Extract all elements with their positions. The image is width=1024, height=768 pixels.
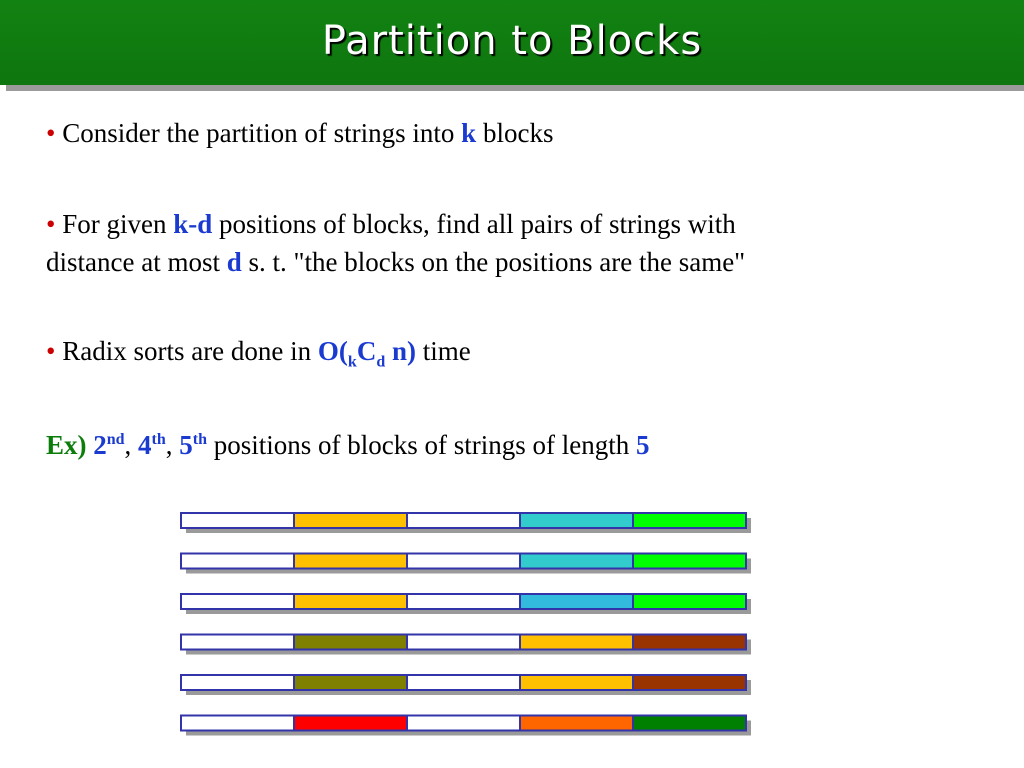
string-block xyxy=(294,594,407,609)
formula-sub-d: d xyxy=(376,353,386,371)
example-label: Ex) xyxy=(46,430,87,460)
bullet-1-post: blocks xyxy=(482,118,554,148)
string-block xyxy=(633,554,746,569)
string-block xyxy=(520,594,633,609)
formula-sub-k: k xyxy=(347,353,357,371)
example-sep-1: , xyxy=(124,430,132,460)
formula-n-close: n) xyxy=(391,336,416,366)
string-block xyxy=(407,594,520,609)
string-block xyxy=(181,675,294,690)
bullet-dot: • xyxy=(46,336,56,366)
string-block xyxy=(633,594,746,609)
string-block xyxy=(181,635,294,650)
string-block xyxy=(407,635,520,650)
formula-o-open: O( xyxy=(317,336,348,366)
string-row xyxy=(181,635,751,655)
string-row xyxy=(181,513,751,533)
string-row xyxy=(181,716,751,736)
example-length: 5 xyxy=(636,430,650,460)
string-block xyxy=(407,513,520,528)
example-pos-1: 2nd xyxy=(93,430,125,460)
string-row xyxy=(181,594,751,614)
string-block xyxy=(294,635,407,650)
bullet-1-text: Consider the partition of strings into xyxy=(62,118,455,148)
string-block xyxy=(633,635,746,650)
string-block xyxy=(407,716,520,731)
string-block xyxy=(181,716,294,731)
slide-title: Partition to Blocks xyxy=(321,18,703,64)
bullet-2-text: For given xyxy=(62,209,167,239)
string-block xyxy=(520,635,633,650)
string-block xyxy=(520,554,633,569)
string-block xyxy=(294,675,407,690)
string-block xyxy=(633,513,746,528)
string-block xyxy=(294,513,407,528)
string-block xyxy=(181,594,294,609)
example-pos-3: 5th xyxy=(179,430,208,460)
bullet-2-mid: positions of blocks, find all pairs of strings with xyxy=(218,209,736,239)
example-text: positions of blocks of strings of length xyxy=(213,430,630,460)
string-block xyxy=(181,513,294,528)
example-pos-2: 4th xyxy=(138,430,166,460)
string-block xyxy=(294,554,407,569)
string-block xyxy=(633,716,746,731)
string-block xyxy=(520,513,633,528)
bullet-2-kd: k-d xyxy=(173,209,213,239)
string-block xyxy=(633,675,746,690)
bullet-2-d: d xyxy=(226,247,242,277)
string-row xyxy=(181,675,751,695)
string-row xyxy=(181,554,751,574)
string-block xyxy=(294,716,407,731)
string-block xyxy=(407,675,520,690)
bullet-dot: • xyxy=(46,209,56,239)
bullet-2-line2-post: s. t. "the blocks on the positions are the same" xyxy=(248,247,746,277)
string-block xyxy=(520,675,633,690)
bullet-1-k: k xyxy=(461,118,477,148)
bullet-dot: • xyxy=(46,118,56,148)
formula-c: C xyxy=(356,336,377,366)
string-block xyxy=(520,716,633,731)
string-block xyxy=(181,554,294,569)
bullet-3-post: time xyxy=(422,336,471,366)
bullet-3-text: Radix sorts are done in xyxy=(62,336,312,366)
example-sep-2: , xyxy=(165,430,173,460)
bullet-2-line2-pre: distance at most xyxy=(46,247,220,277)
string-block xyxy=(407,554,520,569)
